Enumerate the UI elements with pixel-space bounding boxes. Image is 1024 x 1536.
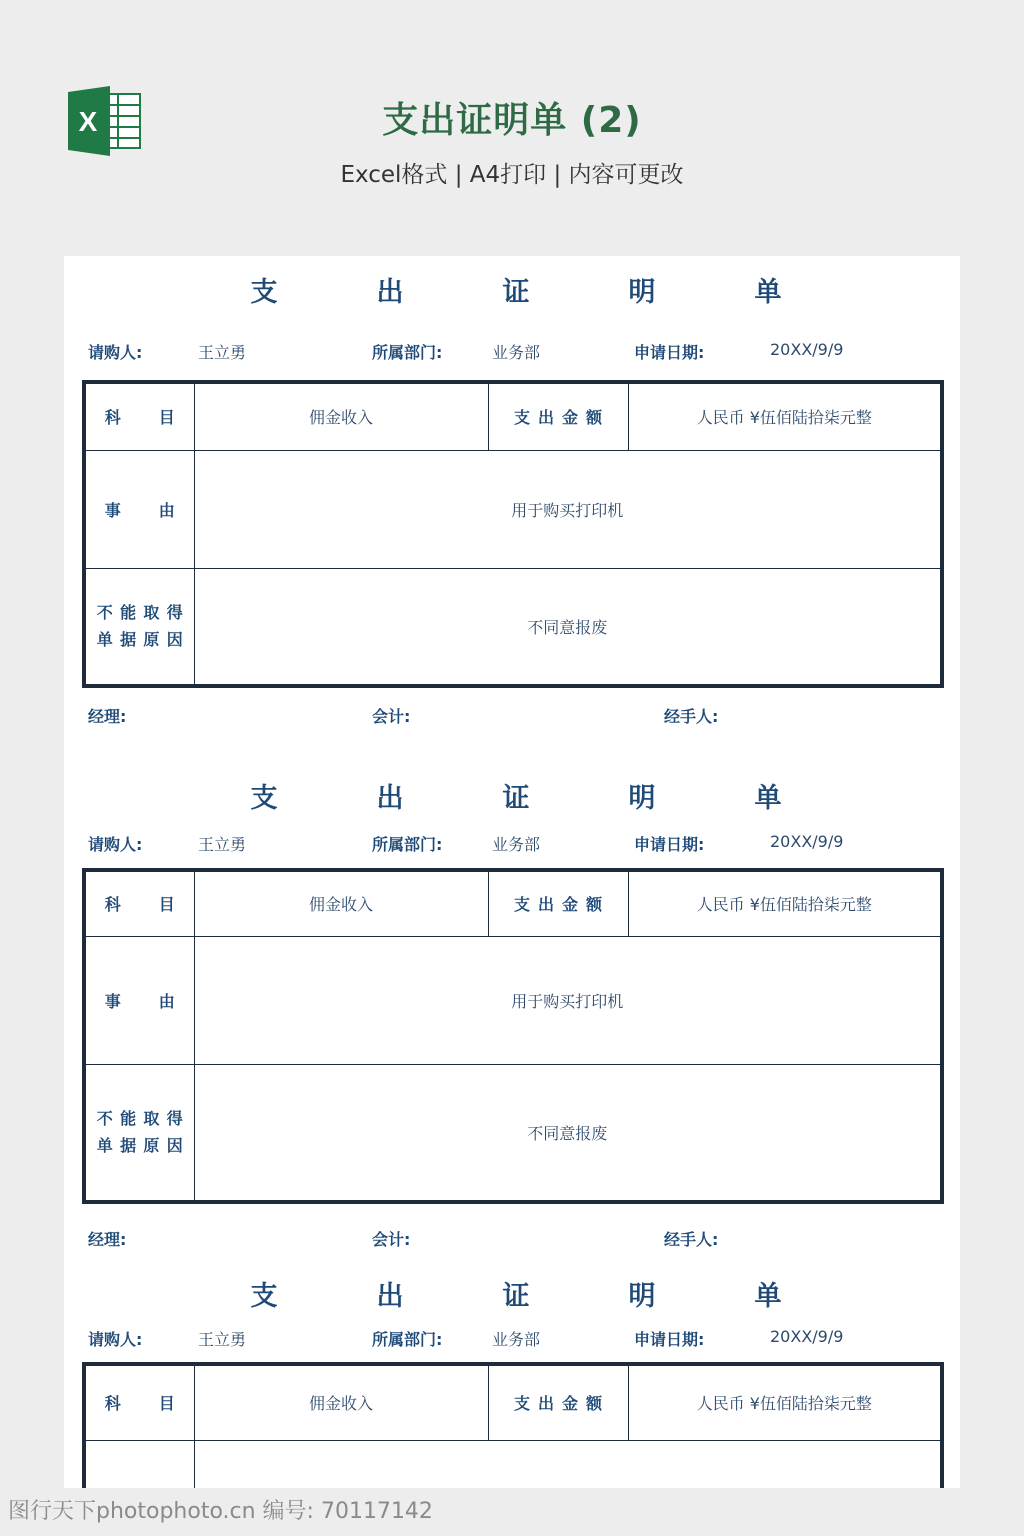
no-receipt-value: 不同意报废 xyxy=(194,1064,942,1202)
no-receipt-value: 不同意报废 xyxy=(194,568,942,686)
requester-label: 请购人: xyxy=(88,835,143,854)
date-value: 20XX/9/9 xyxy=(770,340,844,359)
department-value: 业务部 xyxy=(492,835,541,854)
page-subtitle: Excel格式 | A4打印 | 内容可更改 xyxy=(340,162,684,188)
date-label: 申请日期: xyxy=(634,835,705,854)
form-title-char: 出 xyxy=(376,783,404,814)
subject-value: 佣金收入 xyxy=(194,1364,488,1440)
form-title-char: 支 xyxy=(250,783,278,814)
subject-value: 佣金收入 xyxy=(194,870,488,936)
reason-value: 用于购买打印机 xyxy=(194,936,942,1064)
form-title-char: 明 xyxy=(628,1281,656,1312)
requester-value: 王立勇 xyxy=(198,1330,247,1349)
form-title-char: 出 xyxy=(376,1281,404,1312)
amount-value: 人民币 ¥伍佰陆拾柒元整 xyxy=(628,382,942,450)
subject-header: 科 目 xyxy=(84,1364,194,1440)
form-title xyxy=(64,270,960,310)
department-value: 业务部 xyxy=(492,1330,541,1349)
form-title xyxy=(64,776,960,816)
amount-value: 人民币 ¥伍佰陆拾柒元整 xyxy=(628,870,942,936)
signature-row xyxy=(64,704,960,728)
date-label: 申请日期: xyxy=(634,1330,705,1349)
signature-row xyxy=(64,1227,960,1251)
form-title-char: 出 xyxy=(376,277,404,308)
excel-logo-letter: X xyxy=(78,106,98,137)
date-value: 20XX/9/9 xyxy=(770,1327,844,1346)
reason-header xyxy=(84,1440,194,1488)
amount-value: 人民币 ¥伍佰陆拾柒元整 xyxy=(628,1364,942,1440)
accountant-label: 会计: xyxy=(372,707,411,726)
no-receipt-header: 不能取得 单据原因 xyxy=(84,1064,194,1202)
reason-value: 用于购买打印机 xyxy=(194,450,942,568)
reason-header: 事 由 xyxy=(84,936,194,1064)
manager-label: 经理: xyxy=(88,707,127,726)
form-info-row xyxy=(64,832,960,856)
department-label: 所属部门: xyxy=(372,1330,443,1349)
form-title-char: 明 xyxy=(628,277,656,308)
manager-label: 经理: xyxy=(88,1230,127,1249)
handler-label: 经手人: xyxy=(664,707,719,726)
date-label: 申请日期: xyxy=(634,343,705,362)
requester-label: 请购人: xyxy=(88,343,143,362)
amount-header: 支出金额 xyxy=(488,1364,628,1440)
document-sheet xyxy=(64,256,960,1488)
reason-header: 事 由 xyxy=(84,450,194,568)
no-receipt-header: 不能取得 单据原因 xyxy=(84,568,194,686)
handler-label: 经手人: xyxy=(664,1230,719,1249)
form-info-row xyxy=(64,340,960,364)
requester-label: 请购人: xyxy=(88,1330,143,1349)
form-title-char: 单 xyxy=(754,1281,782,1312)
subject-header: 科 目 xyxy=(84,870,194,936)
watermark: 图行天下photophoto.cn 编号: 70117142 xyxy=(8,1499,433,1524)
reason-value xyxy=(194,1440,942,1488)
subject-value: 佣金收入 xyxy=(194,382,488,450)
form-title-char: 明 xyxy=(628,783,656,814)
subject-header: 科 目 xyxy=(84,382,194,450)
form-info-row xyxy=(64,1327,960,1351)
form-title-char: 证 xyxy=(502,783,530,814)
date-value: 20XX/9/9 xyxy=(770,832,844,851)
page-title: 支出证明单 (2) xyxy=(382,100,642,141)
form-title-char: 单 xyxy=(754,783,782,814)
accountant-label: 会计: xyxy=(372,1230,411,1249)
form-title-char: 证 xyxy=(502,277,530,308)
form-title-char: 支 xyxy=(250,277,278,308)
amount-header: 支出金额 xyxy=(488,870,628,936)
amount-header: 支出金额 xyxy=(488,382,628,450)
requester-value: 王立勇 xyxy=(198,343,247,362)
expense-table xyxy=(82,1362,944,1488)
form-title-char: 单 xyxy=(754,277,782,308)
department-label: 所属部门: xyxy=(372,835,443,854)
form-title-char: 证 xyxy=(502,1281,530,1312)
requester-value: 王立勇 xyxy=(198,835,247,854)
department-value: 业务部 xyxy=(492,343,541,362)
form-title xyxy=(64,1274,960,1314)
department-label: 所属部门: xyxy=(372,343,443,362)
form-title-char: 支 xyxy=(250,1281,278,1312)
expense-table xyxy=(82,380,944,688)
expense-table xyxy=(82,868,944,1204)
